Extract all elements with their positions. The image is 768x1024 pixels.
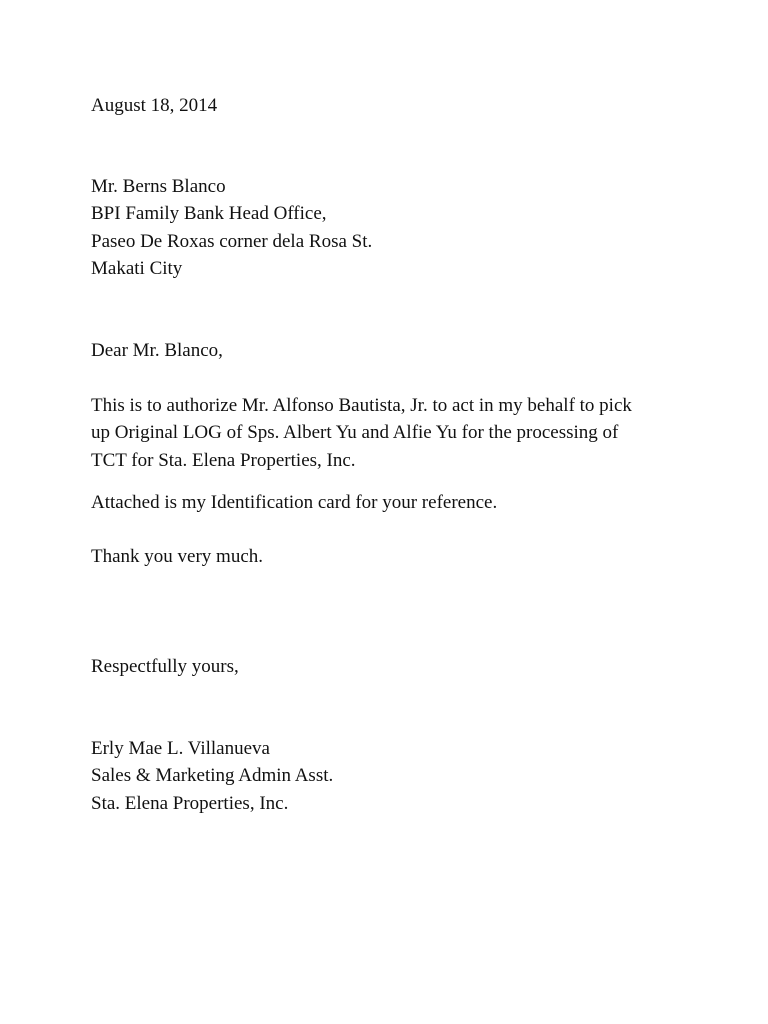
signature-block — [91, 735, 333, 817]
signatory-name: Erly Mae L. Villanueva — [91, 738, 270, 759]
letter-date: August 18, 2014 — [91, 95, 218, 116]
body-paragraph-1-line: This is to authorize Mr. Alfonso Bautista, Jr. to act in my behalf to pick — [91, 395, 632, 416]
signatory-title: Sales & Marketing Admin Asst. — [91, 765, 334, 787]
closing: Respectfully yours, — [91, 656, 239, 677]
recipient-address — [91, 173, 372, 282]
recipient-organization: BPI Family Bank Head Office, — [91, 203, 327, 225]
body-paragraph-1-line: up Original LOG of Sps. Albert Yu and Alfie Yu for the processing of — [91, 422, 619, 444]
recipient-name: Mr. Berns Blanco — [91, 176, 226, 197]
body-paragraph-1 — [91, 392, 632, 474]
body-paragraph-3: Thank you very much. — [91, 546, 264, 567]
salutation: Dear Mr. Blanco, — [91, 340, 223, 361]
body-paragraph-1-line: TCT for Sta. Elena Properties, Inc. — [91, 449, 356, 471]
body-paragraph-2: Attached is my Identification card for your reference. — [91, 492, 498, 513]
signatory-company: Sta. Elena Properties, Inc. — [91, 792, 289, 814]
recipient-city: Makati City — [91, 257, 183, 279]
recipient-street: Paseo De Roxas corner dela Rosa St. — [91, 230, 373, 252]
